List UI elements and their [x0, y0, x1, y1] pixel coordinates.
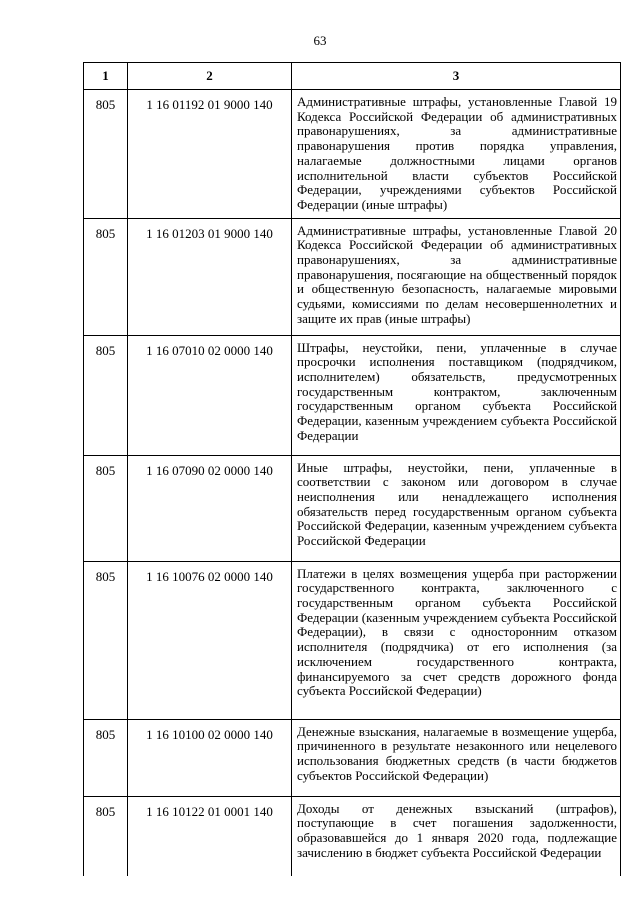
description-cell: Доходы от денежных взысканий (штрафов), поступающие в счет погашения задолженности, образовавшейся до 1 января 2020 года, подлежащие зачислению в бюджет субъекта Российской Федерации [292, 796, 621, 876]
budget-code-cell: 1 16 10076 02 0000 140 [128, 561, 292, 719]
table-row [84, 719, 621, 796]
table-header-row [84, 63, 621, 90]
table-row [84, 335, 621, 455]
column-header-3: 3 [292, 63, 621, 90]
admin-code-cell: 805 [84, 455, 128, 561]
column-header-1: 1 [84, 63, 128, 90]
description-cell: Платежи в целях возмещения ущерба при расторжении государственного контракта, заключенного с государственным органом субъекта Российской Федерации (казенным учреждением субъекта Российской Федерации), в связи с односторонним отказом исполнителя (подрядчика) от его исполнения (за исключением государственного контракта, финансируемого за счет средств дорожного фонда субъекта Российской Федерации) [292, 561, 621, 719]
admin-code-cell: 805 [84, 561, 128, 719]
table-row [84, 561, 621, 719]
admin-code-cell: 805 [84, 719, 128, 796]
table-row [84, 218, 621, 335]
budget-code-cell: 1 16 07090 02 0000 140 [128, 455, 292, 561]
budget-code-cell: 1 16 01192 01 9000 140 [128, 90, 292, 219]
description-cell: Денежные взыскания, налагаемые в возмещение ущерба, причиненного в результате незаконного или нецелевого использования бюджетных средств (в части бюджетов субъектов Российской Федерации) [292, 719, 621, 796]
budget-code-cell: 1 16 10100 02 0000 140 [128, 719, 292, 796]
admin-code-cell: 805 [84, 218, 128, 335]
page-number: 63 [313, 33, 327, 48]
budget-code-cell: 1 16 10122 01 0001 140 [128, 796, 292, 876]
revenue-codes-table [83, 62, 621, 876]
budget-code-cell: 1 16 07010 02 0000 140 [128, 335, 292, 455]
table-row [84, 796, 621, 876]
admin-code-cell: 805 [84, 90, 128, 219]
admin-code-cell: 805 [84, 796, 128, 876]
table-row [84, 455, 621, 561]
budget-code-cell: 1 16 01203 01 9000 140 [128, 218, 292, 335]
column-header-2: 2 [128, 63, 292, 90]
description-cell: Административные штрафы, установленные Главой 20 Кодекса Российской Федерации об административных правонарушениях, за административные правонарушения, посягающие на общественный порядок и общественную безопасность, налагаемые мировыми судьями, комиссиями по делам несовершеннолетних и защите их прав (иные штрафы) [292, 218, 621, 335]
table-row [84, 90, 621, 219]
admin-code-cell: 805 [84, 335, 128, 455]
description-cell: Штрафы, неустойки, пени, уплаченные в случае просрочки исполнения поставщиком (подрядчиком, исполнителем) обязательств, предусмотренных государственным контрактом, заключенным государственным органом субъекта Российской Федерации, казенным учреждением субъекта Российской Федерации [292, 335, 621, 455]
description-cell: Иные штрафы, неустойки, пени, уплаченные в соответствии с законом или договором в случае неисполнения или ненадлежащего исполнения обязательств перед государственным органом субъекта Российской Федерации, казенным учреждением субъекта Российской Федерации [292, 455, 621, 561]
description-cell: Административные штрафы, установленные Главой 19 Кодекса Российской Федерации об административных правонарушениях, за административные правонарушения против порядка управления, налагаемые должностными лицами органов исполнительной власти субъектов Российской Федерации, учреждениями субъектов Российской Федерации (иные штрафы) [292, 90, 621, 219]
